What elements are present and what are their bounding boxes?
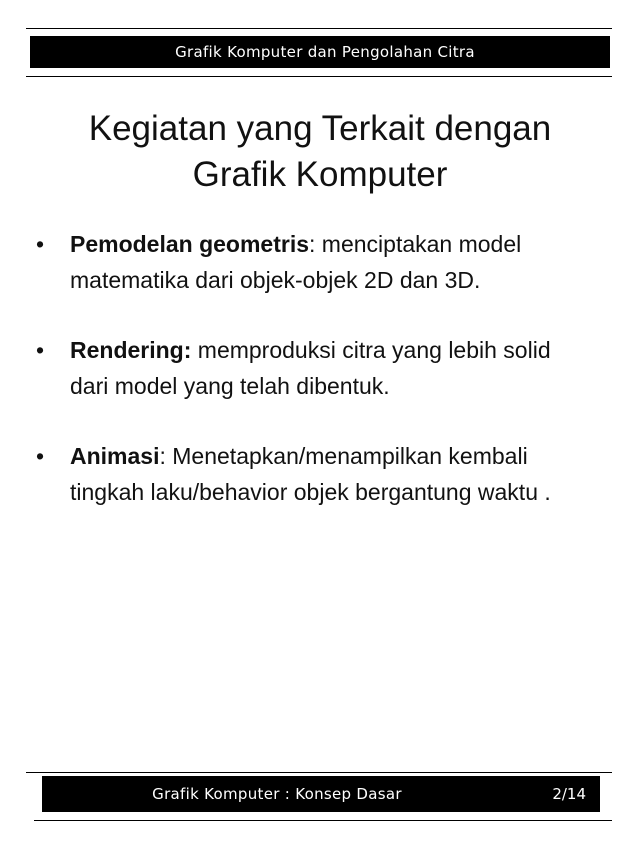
footer-rule-bottom (34, 820, 612, 821)
slide-title-line-2: Grafik Komputer (192, 155, 448, 194)
header-rule-top (26, 28, 612, 29)
bullet-item (30, 332, 590, 404)
bullet-separator: : (159, 443, 166, 469)
bullet-item (30, 438, 590, 510)
bullet-item (30, 226, 590, 298)
bullet-text: menciptakan model matematika dari objek-objek 2D dan 3D. (70, 231, 522, 293)
footer-bar (42, 776, 600, 812)
bullet-separator: : (309, 231, 316, 257)
bullet-text: Menetapkan/menampilkan kembali tingkah laku/behavior objek bergantung waktu . (70, 443, 551, 505)
header-title: Grafik Komputer dan Pengolahan Citra (175, 43, 475, 61)
footer-title: Grafik Komputer : Konsep Dasar (152, 785, 402, 803)
footer-rule-top (26, 772, 612, 773)
header-bar (30, 36, 610, 68)
bullet-list (30, 226, 590, 544)
header-rule-bottom (26, 76, 612, 77)
bullet-text: memproduksi citra yang lebih solid dari model yang telah dibentuk. (70, 337, 551, 399)
slide-title (30, 106, 610, 198)
bullet-term: Pemodelan geometris (70, 231, 310, 257)
slide-title-line-1: Kegiatan yang Terkait dengan (88, 109, 552, 148)
page-number: 2/14 (552, 785, 586, 803)
bullet-icon: • (36, 443, 45, 469)
bullet-term: Rendering: (70, 337, 192, 363)
bullet-icon: • (36, 231, 45, 257)
bullet-icon: • (36, 337, 45, 363)
bullet-term: Animasi (70, 443, 160, 469)
